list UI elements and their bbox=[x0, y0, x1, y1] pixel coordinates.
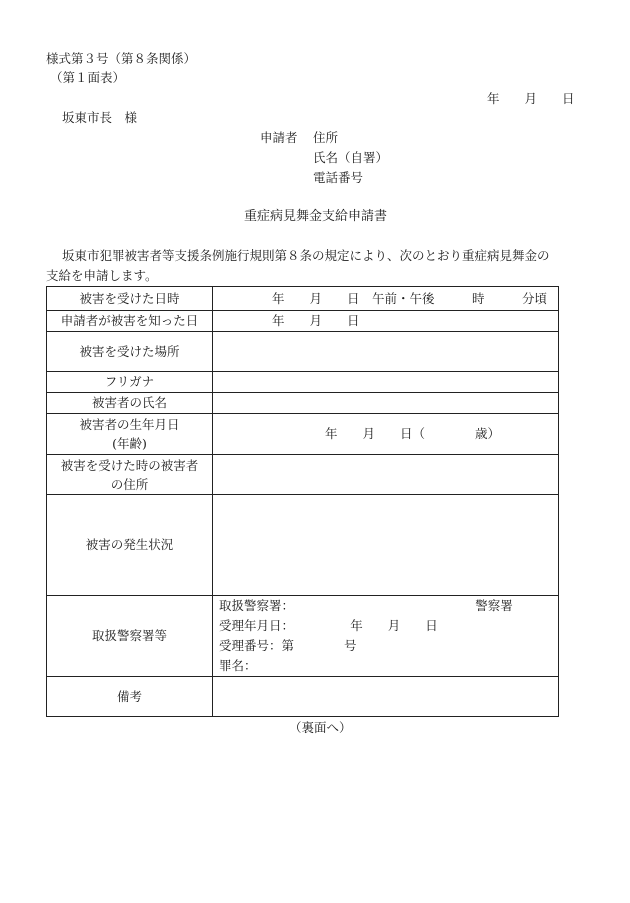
table-row bbox=[47, 332, 559, 372]
document-title: 重症病見舞金支給申請書 bbox=[244, 209, 388, 224]
table-row bbox=[47, 393, 559, 414]
value-police[interactable] bbox=[213, 596, 559, 677]
label-address-line1: 被害を受けた時の被害者 bbox=[60, 457, 199, 473]
applicant-phone: 電話番号 bbox=[313, 170, 364, 185]
application-table bbox=[46, 286, 559, 717]
value-damage-datetime[interactable] bbox=[213, 287, 559, 311]
value-victim-address[interactable] bbox=[213, 455, 559, 495]
footer-continue: （裏面へ） bbox=[289, 720, 352, 735]
value-remarks[interactable] bbox=[213, 677, 559, 717]
applicant-label: 申請者 bbox=[260, 130, 298, 145]
addressee: 坂東市長 様 bbox=[62, 110, 138, 125]
table-row bbox=[47, 677, 559, 717]
value-victim-birthdate[interactable] bbox=[213, 414, 559, 455]
side-label: （第１面表） bbox=[50, 70, 126, 85]
value-known-date[interactable] bbox=[213, 311, 559, 332]
table-row bbox=[47, 311, 559, 332]
form-number: 様式第３号（第８条関係） bbox=[46, 51, 197, 66]
receipt-number-line: 受理番号：第 号 bbox=[219, 638, 357, 653]
receipt-date-line: 受理年月日： 年 月 日 bbox=[219, 618, 438, 633]
applicant-name: 氏名（自署） bbox=[313, 150, 389, 165]
label-address-line2: の住所 bbox=[110, 476, 149, 492]
table-row bbox=[47, 372, 559, 393]
value-damage-place[interactable] bbox=[213, 332, 559, 372]
label-damage-datetime: 被害を受けた日時 bbox=[47, 287, 213, 311]
intro-line-2: 支給を申請します。 bbox=[46, 268, 158, 283]
table-row bbox=[47, 455, 559, 495]
date-field: 年 月 日 bbox=[487, 91, 575, 106]
label-birthdate-line2: (年齢) bbox=[112, 436, 147, 451]
police-station-line: 取扱警察署： 警察署 bbox=[219, 598, 513, 613]
birthdate-template: 年 月 日（ 歳） bbox=[325, 426, 501, 441]
label-damage-place: 被害を受けた場所 bbox=[47, 332, 213, 372]
label-remarks: 備考 bbox=[47, 677, 213, 717]
table-row bbox=[47, 287, 559, 311]
value-damage-situation[interactable] bbox=[213, 495, 559, 596]
label-birthdate-line1: 被害者の生年月日 bbox=[79, 417, 180, 432]
applicant-address: 住所 bbox=[313, 130, 339, 145]
known-date-template: 年 月 日 bbox=[272, 313, 360, 328]
table-row bbox=[47, 414, 559, 455]
label-known-date: 申請者が被害を知った日 bbox=[47, 311, 213, 332]
table-row bbox=[47, 495, 559, 596]
intro-line-1: 坂東市犯罪被害者等支援条例施行規則第８条の規定により、次のとおり重症病見舞金の bbox=[62, 248, 550, 263]
table-row bbox=[47, 596, 559, 677]
crime-name-line: 罪名： bbox=[219, 658, 257, 673]
label-victim-birthdate bbox=[47, 414, 213, 455]
label-damage-situation: 被害の発生状況 bbox=[47, 495, 213, 596]
value-victim-name[interactable] bbox=[213, 393, 559, 414]
value-furigana[interactable] bbox=[213, 372, 559, 393]
label-victim-name: 被害者の氏名 bbox=[47, 393, 213, 414]
label-victim-address bbox=[47, 455, 213, 495]
label-police: 取扱警察署等 bbox=[47, 596, 213, 677]
label-furigana: フリガナ bbox=[47, 372, 213, 393]
damage-datetime-template: 年 月 日 午前・午後 時 分頃 bbox=[272, 290, 548, 306]
